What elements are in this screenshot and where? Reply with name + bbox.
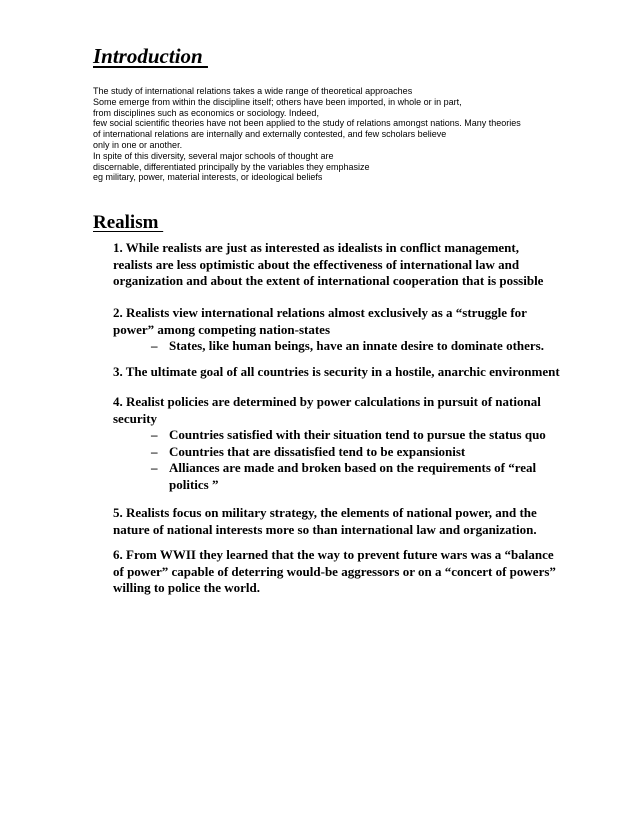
intro-line: In spite of this diversity, several major schools of thought are (93, 150, 334, 161)
point-line: power” among competing nation-states (113, 321, 331, 337)
realism-heading: Realism (93, 212, 164, 233)
point-line: 4. Realist policies are determined by power calculations in pursuit of national (113, 394, 541, 409)
dash-bullet: – (151, 460, 158, 475)
dash-bullet: – (151, 427, 158, 442)
intro-line: of international relations are internally and externally contested, and few scholars believe (93, 129, 447, 140)
intro-line: only in one or another. (93, 139, 183, 150)
intro-line: discernable, differentiated principally by the variables they emphasize (93, 161, 370, 172)
dash-bullet: – (151, 338, 158, 353)
sub-bullet-text: States, like human beings, have an innate desire to dominate others. (169, 338, 544, 353)
sub-bullet-text: Countries satisfied with their situation tend to pursue the status quo (169, 427, 546, 442)
point-line: realists are less optimistic about the effectiveness of international law and (113, 256, 520, 272)
sub-bullet (113, 427, 546, 444)
sub-bullet (113, 338, 543, 355)
sub-bullet-text: Countries that are dissatisfied tend to be expansionist (169, 443, 466, 459)
sub-bullet-continuation (113, 477, 543, 494)
point-line: of power” capable of deterring would-be aggressors or on a “concert of powers” (113, 563, 556, 579)
realism-point-3 (113, 364, 560, 381)
point-line: 5. Realists focus on military strategy, the elements of national power, and the (113, 505, 537, 520)
introduction-body (93, 86, 553, 183)
point-line: 1. While realists are just as interested as idealists in conflict management, (113, 240, 519, 255)
realism-point-4 (113, 394, 546, 493)
sub-bullet (113, 460, 543, 477)
point-line: security (113, 410, 158, 426)
sub-bullet (113, 444, 543, 461)
intro-line: The study of international relations takes a wide range of theoretical approaches (93, 86, 413, 96)
intro-line: Some emerge from within the discipline itself; others have been imported, in whole or in part, (93, 96, 462, 107)
realism-point-2 (113, 305, 543, 355)
point-line: 6. From WWII they learned that the way to prevent future wars was a “balance (113, 547, 554, 562)
dash-bullet: – (151, 443, 158, 459)
realism-point-1 (113, 240, 543, 290)
point-line: 2. Realists view international relations almost exclusively as a “struggle for (113, 305, 527, 320)
introduction-heading: Introduction (93, 44, 208, 68)
sub-bullet-text: Alliances are made and broken based on the requirements of “real (169, 460, 537, 475)
point-line: 3. The ultimate goal of all countries is security in a hostile, anarchic environment (113, 364, 560, 379)
intro-line: eg military, power, material interests, or ideological beliefs (93, 172, 323, 183)
intro-line: from disciplines such as economics or sociology. Indeed, (93, 107, 319, 118)
point-line: nature of national interests more so than international law and organization. (113, 521, 537, 537)
realism-point-6 (113, 547, 556, 597)
point-line: willing to police the world. (113, 580, 260, 595)
sub-bullet-text: politics ” (169, 476, 219, 492)
intro-line: few social scientific theories have not been applied to the study of relations amongst nations. Many theories (93, 118, 521, 129)
realism-point-5 (113, 505, 543, 538)
point-line: organization and about the extent of international cooperation that is possible (113, 273, 544, 288)
